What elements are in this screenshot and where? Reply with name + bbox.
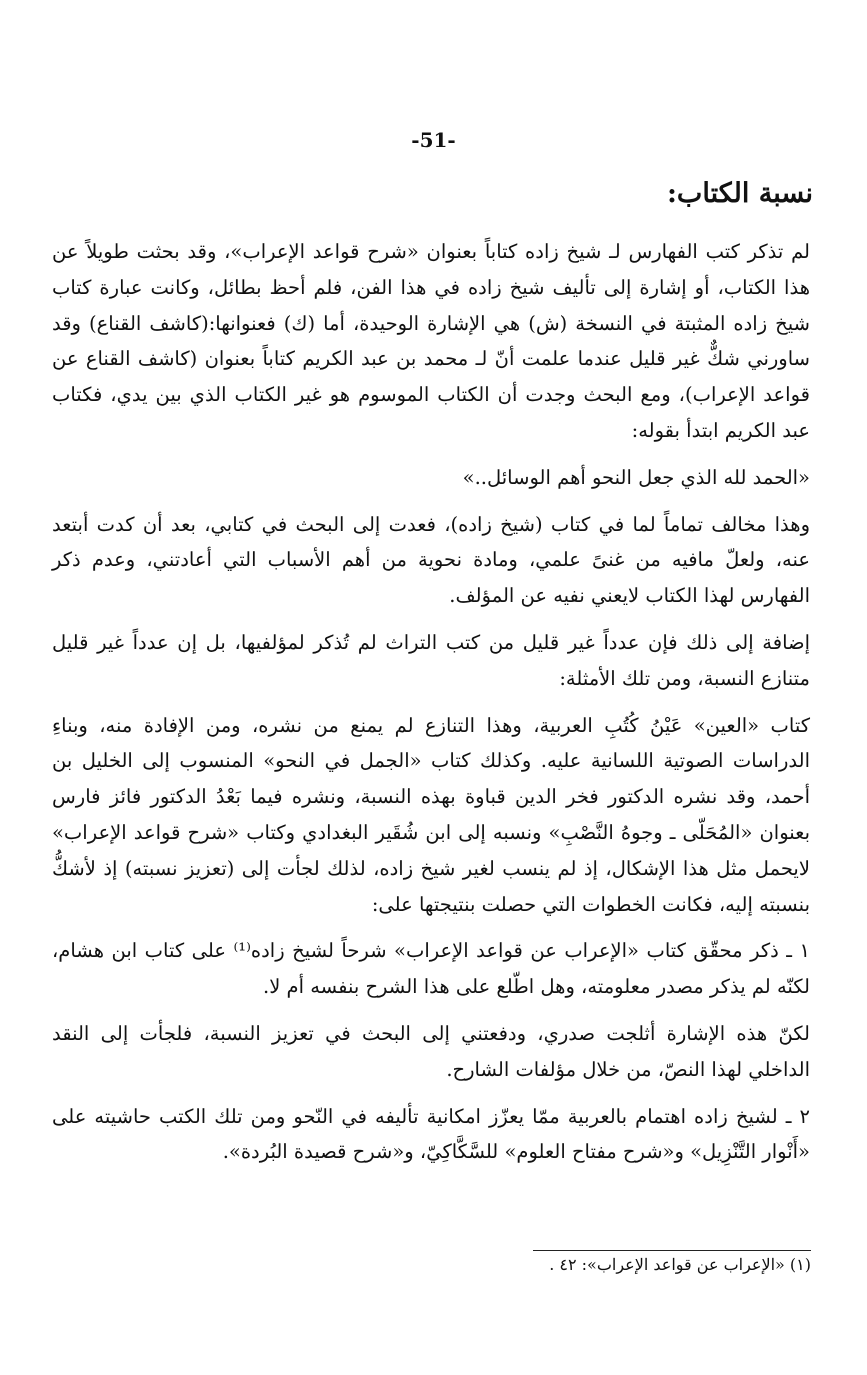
paragraph: كتاب «العين» عَيْنُ كُتُبِ العربية، وهذا التنازع لم يمنع من نشره، ومن الإفادة منه، وبناءِ الدراسات الصوتية اللسانية عليه. وكذلك كتاب «الجمل في النحو» المنسوب إلى الخليل بن أحمد، وقد نشره الدكتور فخر الدين قباوة بهذه النسبة، ونشره فيما بَعْدُ الدكتور فائز فارس بعنوان «المُحَلّى ـ وجوهُ النَّصْبِ» ونسبه إلى ابن شُقَير البغدادي وكتاب «شرح قواعد الإعراب» لايحمل مثل هذا الإشكال، إذ لم ينسب لغير شيخ زاده، لذلك لجأت إلى (تعزيز نسبته) إذ لأشكُّ بنسبته إليه، فكانت الخطوات التي حصلت بنتيجتها على:: [52, 713, 810, 916]
paragraph: لم تذكر كتب الفهارس لـ شيخ زاده كتاباً بعنوان «شرح قواعد الإعراب»، وقد بحثت طويلاً عن هذا الكتاب، أو إشارة إلى تأليف شيخ زاده في هذا الفن، فلم أحظ بطائل، وكانت عبارة كتاب شيخ زاده المثبتة في النسخة (ش) هي الإشارة الوحيدة، أما (ك) فعنوانها:(كاشف القناع) وقد ساورني شكٌّ غير قليل عندما علمت أنّ لـ محمد بن عبد الكريم كتاباً بعنوان (كاشف القناع عن قواعد الإعراب)، ومع البحث وجدت أن الكتاب الموسوم هو غير الكتاب الذي بين يدي، فكتاب عبد الكريم ابتدأ بقوله:: [52, 240, 810, 442]
numbered-item: ٢ ـ لشيخ زاده اهتمام بالعربية ممّا يعزّز امكانية تأليفه في النّحو ومن تلك الكتب حاشيته على «أَنْوار التَّنْزِيل» و«شرح مفتاح العلوم» للسَّكَّاكِيّ، و«شرح قصيدة البُردة».: [52, 1104, 810, 1164]
quotation: «الحمد لله الذي جعل النحو أهم الوسائل..»: [462, 465, 810, 489]
paragraph: وهذا مخالف تماماً لما في كتاب (شيخ زاده)، فعدت إلى البحث في كتابي، بعد أن كدت أبتعد عنه، ولعلّ مافيه من غنىً علمي، ومادة نحوية من أهم الأسباب التي أعادتني، وعدم ذكر الفهارس لهذا الكتاب لايعني نفيه عن المؤلف.: [52, 512, 810, 608]
paragraph: إضافة إلى ذلك فإن عدداً غير قليل من كتب التراث لم تُذكر لمؤلفيها، بل إن عدداً غير قليل متنازع النسبة، ومن تلك الأمثلة:: [52, 630, 810, 690]
body-text: [52, 234, 810, 1181]
footnote: (١) «الإعراب عن قواعد الإعراب»: ٤٢ .: [549, 1255, 811, 1274]
section-heading: نسبة الكتاب:: [666, 178, 813, 209]
paragraph: لكنّ هذه الإشارة أثلجت صدري، ودفعتني إلى البحث في تعزيز النسبة، فلجأت إلى النقد الداخلي لهذا النصّ، من خلال مؤلفات الشارح.: [52, 1021, 810, 1081]
numbered-item: ١ ـ ذكر محقّق كتاب «الإعراب عن قواعد الإعراب» شرحاً لشيخ زاده⁽¹⁾ على كتاب ابن هشام، لكنّه لم يذكر مصدر معلومته، وهل اطّلع على هذا الشرح بنفسه أم لا.: [52, 939, 810, 999]
footnote-divider: [533, 1250, 811, 1251]
page-number: -51-: [411, 128, 456, 152]
